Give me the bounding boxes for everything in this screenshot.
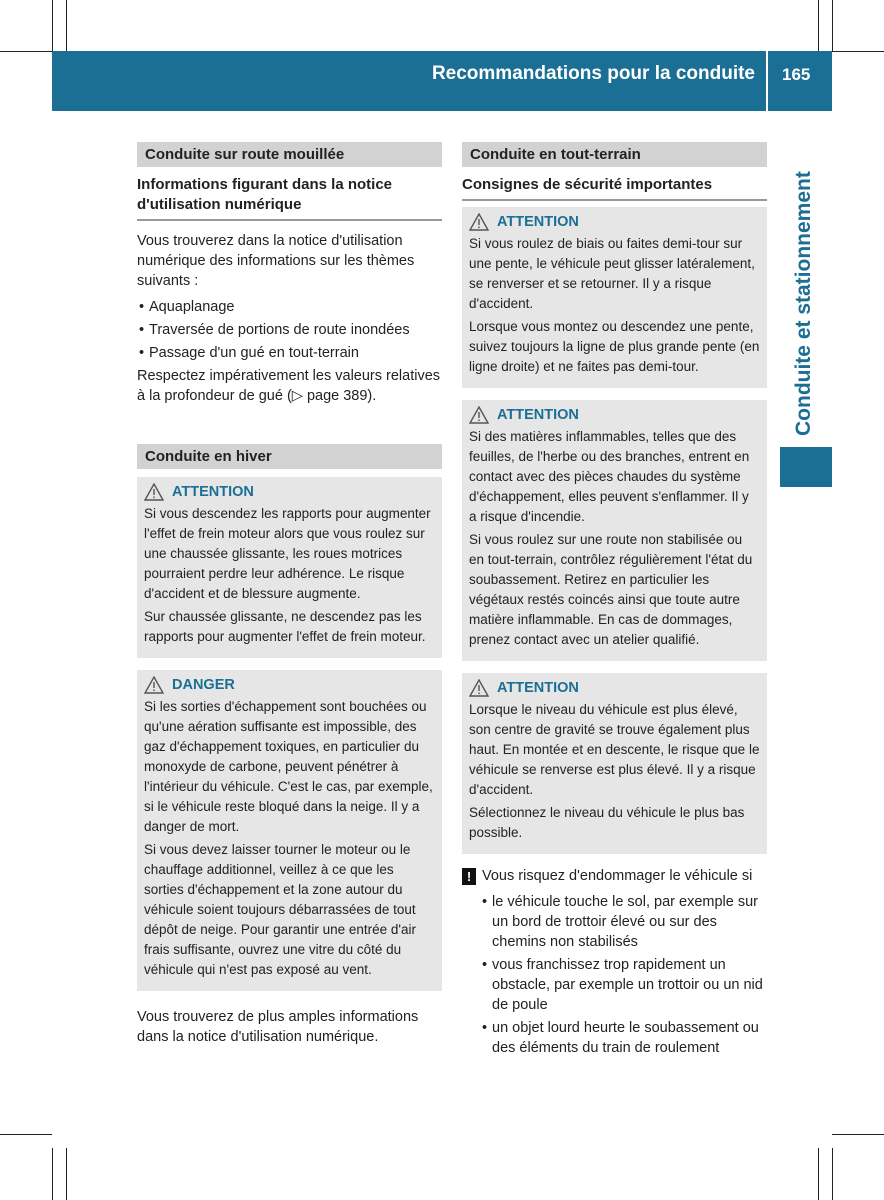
crop-mark xyxy=(66,0,67,51)
damage-note-text: Vous risquez d'endommager le véhicule si xyxy=(482,868,753,884)
attention-text: Lorsque vous montez ou descendez une pente, suivez toujours la ligne de plus grande pente (en ligne droite) et ne faites pas demi-tour. xyxy=(469,319,760,374)
list-item: • vous franchissez trop rapidement un obstacle, par exemple un trottoir ou un nid de poule xyxy=(480,955,767,1015)
wet-outro-text: Respectez impérativement les valeurs relatives à la profondeur de gué (▷ page 389). xyxy=(137,368,441,404)
list-item: • Passage d'un gué en tout-terrain xyxy=(137,343,442,363)
chapter-marker xyxy=(780,447,832,487)
damage-note xyxy=(462,866,767,886)
attention-text: Sélectionnez le niveau du véhicule le plus bas possible. xyxy=(469,805,745,840)
crop-mark xyxy=(818,1148,819,1200)
right-column xyxy=(462,142,767,1061)
section-heading-wet-road: Conduite sur route mouillée xyxy=(137,142,442,167)
attention-text: Si vous roulez de biais ou faites demi-tour sur une pente, le véhicule peut glisser latéralement, se renverser et se retourner. Il y a risque d'accident. xyxy=(469,236,755,311)
damage-list xyxy=(480,892,767,1058)
crop-mark xyxy=(0,51,52,52)
warning-triangle-icon xyxy=(469,213,489,231)
attention-title: ATTENTION xyxy=(497,680,579,696)
warning-triangle-icon xyxy=(144,676,164,694)
crop-mark xyxy=(832,1148,833,1200)
list-item: • Aquaplanage xyxy=(137,297,442,317)
attention-text: Lorsque le niveau du véhicule est plus élevé, son centre de gravité se trouve également plus haut. En montée et en descente, le risque que le véhicule se renverse est plus élevé. Il y a risque d'accident. xyxy=(469,702,760,797)
page-title: Recommandations pour la conduite xyxy=(431,63,755,84)
chapter-tab xyxy=(780,111,832,487)
warning-triangle-icon xyxy=(469,406,489,424)
attention-box xyxy=(462,400,767,661)
header-divider xyxy=(766,51,768,111)
danger-text: Si les sorties d'échappement sont bouchées ou qu'une aération suffisante est impossible, des gaz d'échappement toxiques, en particulier du monoxyde de carbone, peuvent pénétrer à l'intérieur du véhicule. C'est le cas, par exemple, si le véhicule reste bloqué dans la neige. Il y a danger de mort. xyxy=(144,699,433,834)
attention-text: Si vous descendez les rapports pour augmenter l'effet de frein moteur alors que vous roulez sur une chaussée glissante, les roues motrices pourraient perdre leur adhérence. Le risque d'accident et de blessure augmente. xyxy=(144,506,431,601)
crop-mark xyxy=(818,0,819,51)
crop-mark xyxy=(832,1134,884,1135)
danger-box xyxy=(137,670,442,991)
crop-mark xyxy=(0,1134,52,1135)
wet-topics-list xyxy=(137,297,442,363)
attention-title: ATTENTION xyxy=(172,484,254,500)
page-number: 165 xyxy=(782,65,811,84)
subheading-safety: Consignes de sécurité importantes xyxy=(462,167,767,201)
attention-title: ATTENTION xyxy=(497,214,579,230)
attention-text: Si des matières inflammables, telles que des feuilles, de l'herbe ou des branches, entrent en contact avec des pièces chaudes du système d'échappement, elles peuvent s'enflammer. Il y a risque d'incendie. xyxy=(469,429,750,524)
chapter-tab-label: Conduite et stationnement xyxy=(792,171,815,436)
danger-title: DANGER xyxy=(172,677,235,693)
attention-box xyxy=(462,673,767,854)
attention-text: Sur chaussée glissante, ne descendez pas les rapports pour augmenter l'effet de frein moteur. xyxy=(144,609,426,644)
page-header xyxy=(52,51,832,111)
attention-box xyxy=(462,207,767,388)
section-heading-winter: Conduite en hiver xyxy=(137,444,442,469)
wet-intro-text: Vous trouverez dans la notice d'utilisation numérique des informations sur les thèmes suivants : xyxy=(137,233,415,289)
crop-mark xyxy=(52,1148,53,1200)
list-item: • le véhicule touche le sol, par exemple sur un bord de trottoir élevé ou sur des chemins non stabilisés xyxy=(480,892,767,952)
danger-text: Si vous devez laisser tourner le moteur ou le chauffage additionnel, veillez à ce que les sorties d'échappement et la zone autour du véhicule soient toujours débarrassées de tout dépôt de neige. Pour garantir une entrée d'air frais suffisante, ouvrez une vitre du côté du véhicule qui n'est pas exposé au vent. xyxy=(144,842,417,977)
warning-triangle-icon xyxy=(144,483,164,501)
attention-title: ATTENTION xyxy=(497,407,579,423)
subheading-digital-manual: Informations figurant dans la notice d'utilisation numérique xyxy=(137,167,442,221)
list-item: • un objet lourd heurte le soubassement ou des éléments du train de roulement xyxy=(480,1018,767,1058)
section-heading-offroad: Conduite en tout-terrain xyxy=(462,142,767,167)
crop-mark xyxy=(832,51,884,52)
crop-mark xyxy=(52,0,53,51)
crop-mark xyxy=(832,0,833,51)
attention-box xyxy=(137,477,442,658)
list-item: • Traversée de portions de route inondées xyxy=(137,320,442,340)
attention-text: Si vous roulez sur une route non stabilisée ou en tout-terrain, contrôlez régulièrement l'état du soubassement. Retirez en particulier les végétaux restés coincés ainsi que toute autre matière inflammable. En cas de dommages, prenez contact avec un atelier qualifié. xyxy=(469,532,753,647)
warning-triangle-icon xyxy=(469,679,489,697)
winter-outro-text: Vous trouverez de plus amples informations dans la notice d'utilisation numérique. xyxy=(137,1009,419,1045)
exclamation-icon: ! xyxy=(462,868,476,885)
crop-mark xyxy=(66,1148,67,1200)
left-column xyxy=(137,142,442,1047)
